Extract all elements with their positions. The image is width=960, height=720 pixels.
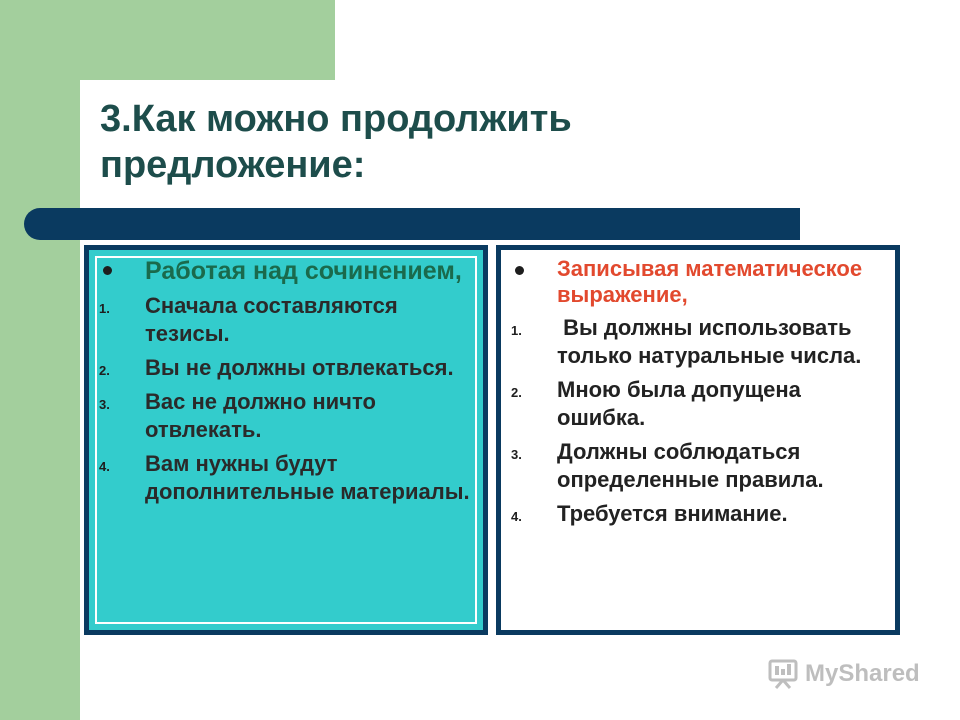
left-panel-heading-item bbox=[89, 256, 483, 286]
list-number: 4. bbox=[99, 459, 110, 474]
list-number: 2. bbox=[511, 385, 522, 400]
left-panel-heading: Работая над сочинением, bbox=[145, 257, 462, 285]
list-item-text: Вы не должны отвлекаться. bbox=[145, 355, 454, 380]
list-item bbox=[501, 376, 895, 432]
right-panel-heading: Записывая математическое выражение, bbox=[557, 256, 863, 307]
list-item bbox=[89, 354, 483, 382]
list-number: 1. bbox=[511, 323, 522, 338]
list-item-text: Вы должны использовать только натуральные числа. bbox=[557, 315, 862, 368]
list-item bbox=[501, 438, 895, 494]
left-panel-content bbox=[89, 256, 483, 506]
decorative-green-top bbox=[80, 0, 335, 80]
list-number: 2. bbox=[99, 363, 110, 378]
list-item-text: Вас не должно ничто отвлекать. bbox=[145, 389, 376, 442]
left-panel bbox=[84, 245, 488, 635]
logo-text: MyShared bbox=[805, 660, 920, 687]
bullet-icon bbox=[515, 266, 524, 275]
title-underline-bar bbox=[24, 208, 800, 240]
list-number: 1. bbox=[99, 301, 110, 316]
slide-title: 3.Как можно продолжить предложение: bbox=[100, 98, 572, 186]
list-item bbox=[89, 450, 483, 506]
list-item bbox=[501, 500, 895, 528]
bullet-icon bbox=[103, 266, 112, 275]
right-panel-content bbox=[501, 256, 895, 528]
myshared-watermark[interactable] bbox=[767, 655, 920, 693]
list-item-text: Мною была допущена ошибка. bbox=[557, 377, 801, 430]
list-number: 3. bbox=[99, 397, 110, 412]
list-item-text: Должны соблюдаться определенные правила. bbox=[557, 439, 824, 492]
list-number: 3. bbox=[511, 447, 522, 462]
list-item bbox=[89, 292, 483, 348]
right-panel-list bbox=[501, 314, 895, 528]
list-item-text: Сначала составляются тезисы. bbox=[145, 293, 398, 346]
list-item-text: Вам нужны будут дополнительные материалы. bbox=[145, 451, 470, 504]
left-panel-list bbox=[89, 292, 483, 506]
list-item bbox=[89, 388, 483, 444]
right-panel bbox=[496, 245, 900, 635]
list-number: 4. bbox=[511, 509, 522, 524]
list-item-text: Требуется внимание. bbox=[557, 501, 788, 526]
presentation-board-icon bbox=[767, 658, 799, 690]
right-panel-heading-item bbox=[501, 256, 895, 308]
list-item bbox=[501, 314, 895, 370]
decorative-green-band bbox=[0, 0, 80, 720]
